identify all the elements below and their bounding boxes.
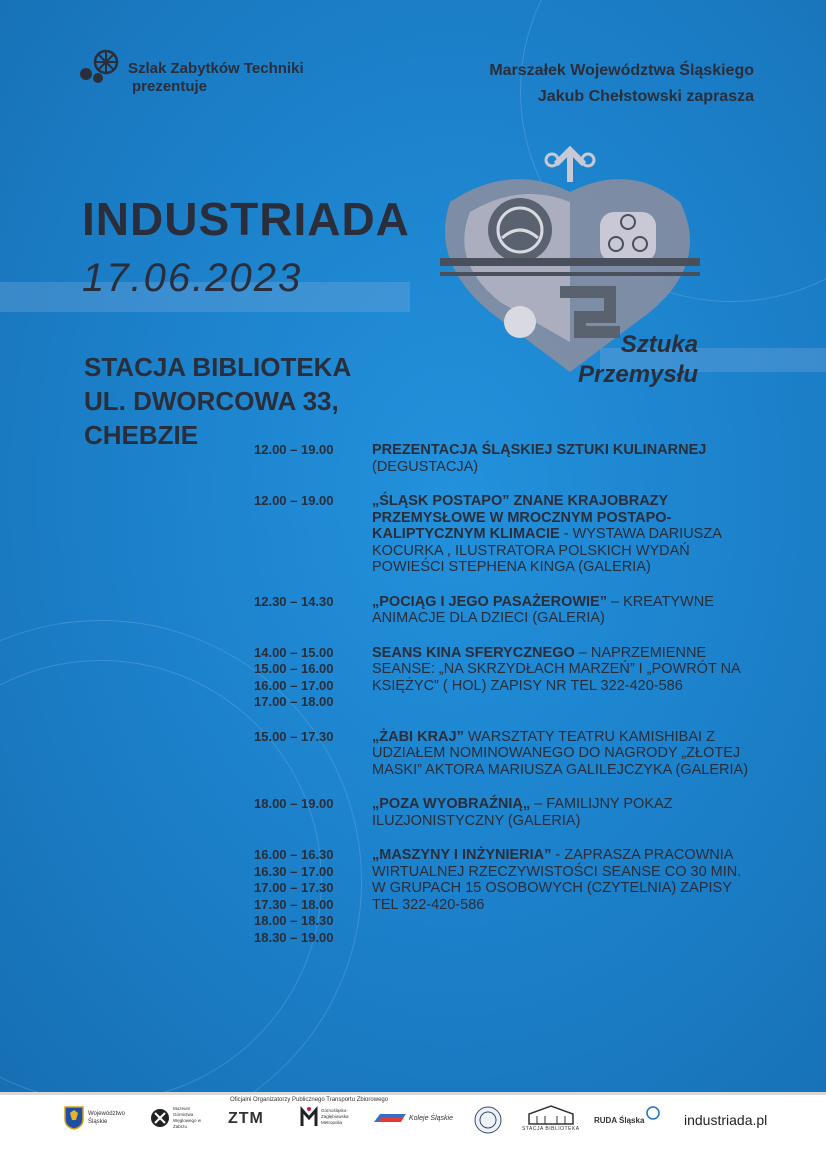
coat-of-arms-icon bbox=[64, 1106, 84, 1130]
schedule-times bbox=[254, 493, 372, 576]
emblem-line-2: Przemysłu bbox=[578, 361, 699, 388]
schedule-details: - ZAPRASZA PRACOWNIA WIRTUALNEJ RZECZYWISTOŚCI SEANSE CO 30 MIN. W GRUPACH 15 OSOBOWYCH (CZYTELNIA) ZAPISY TEL 322-420-586 bbox=[372, 847, 742, 913]
schedule-times bbox=[254, 796, 372, 829]
rail-stripes-icon bbox=[374, 1114, 406, 1122]
venue-name: STACJA BIBLIOTEKA bbox=[84, 352, 352, 382]
ruda-label: RUDA Śląska bbox=[594, 1116, 645, 1125]
logo-wojewodztwo bbox=[64, 1106, 132, 1130]
schedule-description bbox=[372, 796, 754, 829]
schedule-time: 15.00 – 17.30 bbox=[254, 728, 334, 744]
schedule-headline: PREZENTACJA ŚLĄSKIEJ SZTUKI KULINARNEJ bbox=[372, 442, 707, 458]
schedule-time: 16.00 – 17.00 bbox=[254, 677, 334, 693]
schedule-time: 12.00 – 19.00 bbox=[254, 493, 334, 508]
schedule-description bbox=[372, 729, 754, 779]
logo-ztm bbox=[228, 1110, 264, 1128]
schedule-times bbox=[254, 847, 372, 946]
schedule-time: 17.00 – 18.00 bbox=[254, 694, 334, 709]
schedule-times bbox=[254, 645, 372, 711]
footer-divider bbox=[0, 1092, 826, 1095]
logo-muzeum bbox=[150, 1106, 203, 1130]
event-date: 17.06.2023 bbox=[82, 256, 303, 300]
schedule-entry bbox=[254, 442, 754, 475]
wojewodztwo-label: Województwo Śląskie bbox=[88, 1111, 125, 1125]
schedule-entry bbox=[254, 493, 754, 576]
city-seal-icon bbox=[474, 1106, 502, 1134]
schedule-time: 14.00 – 15.00 bbox=[254, 644, 334, 660]
ruda-emblem-icon bbox=[646, 1106, 660, 1120]
koleje-label: Koleje Śląskie bbox=[409, 1114, 453, 1122]
brand-subtitle: prezentuje bbox=[132, 78, 208, 95]
schedule-time: 15.00 – 16.00 bbox=[254, 661, 334, 676]
hammers-icon bbox=[150, 1108, 170, 1128]
venue-street: UL. DWORCOWA 33, bbox=[84, 386, 339, 416]
schedule-details: (DEGUSTACJA) bbox=[372, 458, 479, 475]
locomotive-wheel-icon bbox=[76, 48, 124, 86]
schedule-entry bbox=[254, 847, 754, 946]
schedule-times bbox=[254, 594, 372, 627]
logo-gzm bbox=[300, 1106, 357, 1128]
host-block bbox=[489, 58, 754, 110]
official-carrier-label: Oficjalni Organizatorzy Publicznego Transportu Zbiorowego bbox=[230, 1097, 389, 1103]
schedule-details: – NAPRZEMIENNE SEANSE: „NA SKRZYDŁACH MARZEŃ” I „POWRÓT NA KSIĘŻYC” ( HOL) ZAPISY NR TEL 322-420-586 bbox=[372, 644, 740, 694]
schedule-headline: SEANS KINA SFERYCZNEGO bbox=[372, 644, 575, 661]
host-line-2: Jakub Chełstowski zaprasza bbox=[537, 88, 754, 105]
logo-koleje bbox=[374, 1114, 453, 1122]
schedule-headline: „ŻABI KRAJ” bbox=[372, 728, 464, 745]
stacja-label: STACJA BIBLIOTEKA bbox=[522, 1126, 580, 1132]
schedule-details: – KREATYWNE ANIMACJE DLA DZIECI (GALERIA) bbox=[372, 593, 714, 626]
schedule-times bbox=[254, 442, 372, 475]
schedule-time: 12.00 – 19.00 bbox=[254, 442, 334, 457]
logo-seal bbox=[474, 1106, 502, 1134]
schedule-time: 18.00 – 18.30 bbox=[254, 913, 334, 928]
schedule-time: 12.30 – 14.30 bbox=[254, 593, 334, 609]
emblem-line-1: Sztuka bbox=[620, 331, 699, 358]
venue-block bbox=[84, 350, 351, 452]
schedule-details: – FAMILIJNY POKAZ ILUZJONISTYCZNY (GALERIA) bbox=[372, 796, 673, 829]
event-title: INDUSTRIADA bbox=[82, 193, 410, 245]
schedule-time: 17.30 – 18.00 bbox=[254, 896, 334, 912]
schedule-time: 18.00 – 19.00 bbox=[254, 796, 334, 811]
muzeum-label: Muzeum Górnictwa Węglowego w Zabrzu bbox=[173, 1106, 202, 1129]
schedule-description bbox=[372, 594, 754, 627]
brand-szlak bbox=[76, 48, 304, 96]
schedule-entry bbox=[254, 594, 754, 627]
schedule-headline: „MASZYNY I INŻYNIERIA” bbox=[372, 847, 552, 863]
schedule-entry bbox=[254, 796, 754, 829]
logo-ruda bbox=[594, 1106, 660, 1125]
schedule-time: 18.30 – 19.00 bbox=[254, 929, 334, 945]
gzm-label: Górnośląsko-Zagłębiowska Metropolia bbox=[321, 1108, 349, 1125]
emblem-caption bbox=[578, 330, 698, 390]
schedule-description bbox=[372, 442, 754, 475]
schedule-details: WARSZTATY TEATRU KAMISHIBAI Z UDZIAŁEM NOMINOWANEGO DO NAGRODY „ZŁOTEJ MASKI” AKTORA MARIUSZA GALILEJCZYKA (GALERIA) bbox=[372, 728, 749, 778]
ztm-label: ZTM bbox=[228, 1110, 264, 1127]
website-url[interactable]: industriada.pl bbox=[684, 1112, 768, 1128]
schedule-headline: „POCIĄG I JEGO PASAŻEROWIE” bbox=[372, 593, 607, 610]
schedule-entry bbox=[254, 645, 754, 711]
schedule-time: 16.30 – 17.00 bbox=[254, 863, 334, 879]
sponsor-footer bbox=[0, 1092, 826, 1149]
schedule-time: 17.00 – 17.30 bbox=[254, 880, 334, 895]
host-line-1: Marszałek Województwa Śląskiego bbox=[489, 62, 754, 79]
brand-name: Szlak Zabytków Techniki bbox=[128, 60, 304, 77]
schedule-time: 16.00 – 16.30 bbox=[254, 847, 334, 862]
logo-stacja-biblioteka bbox=[522, 1104, 580, 1132]
schedule-headline: „POZA WYOBRAŹNIĄ„ bbox=[372, 796, 531, 812]
schedule-entry bbox=[254, 729, 754, 779]
venue-city: CHEBZIE bbox=[84, 420, 199, 450]
station-building-icon bbox=[525, 1104, 577, 1126]
metropolia-m-icon bbox=[300, 1106, 318, 1128]
schedule-description bbox=[372, 645, 754, 711]
schedule-times bbox=[254, 729, 372, 779]
schedule-description bbox=[372, 493, 754, 576]
schedule-details: - WYSTAWA DARIUSZA KOCURKA , ILUSTRATORA POLSKICH WYDAŃ POWIEŚCI STEPHENA KINGA (GALERIA) bbox=[372, 526, 722, 575]
schedule-description bbox=[372, 847, 754, 946]
schedule-headline: „ŚLĄSK POSTAPO” ZNANE KRAJOBRAZY PRZEMYSŁOWE W MROCZNYM POSTAPO-KALIPTYCZNYM KLIMACIE bbox=[372, 493, 672, 542]
event-schedule bbox=[254, 442, 754, 964]
